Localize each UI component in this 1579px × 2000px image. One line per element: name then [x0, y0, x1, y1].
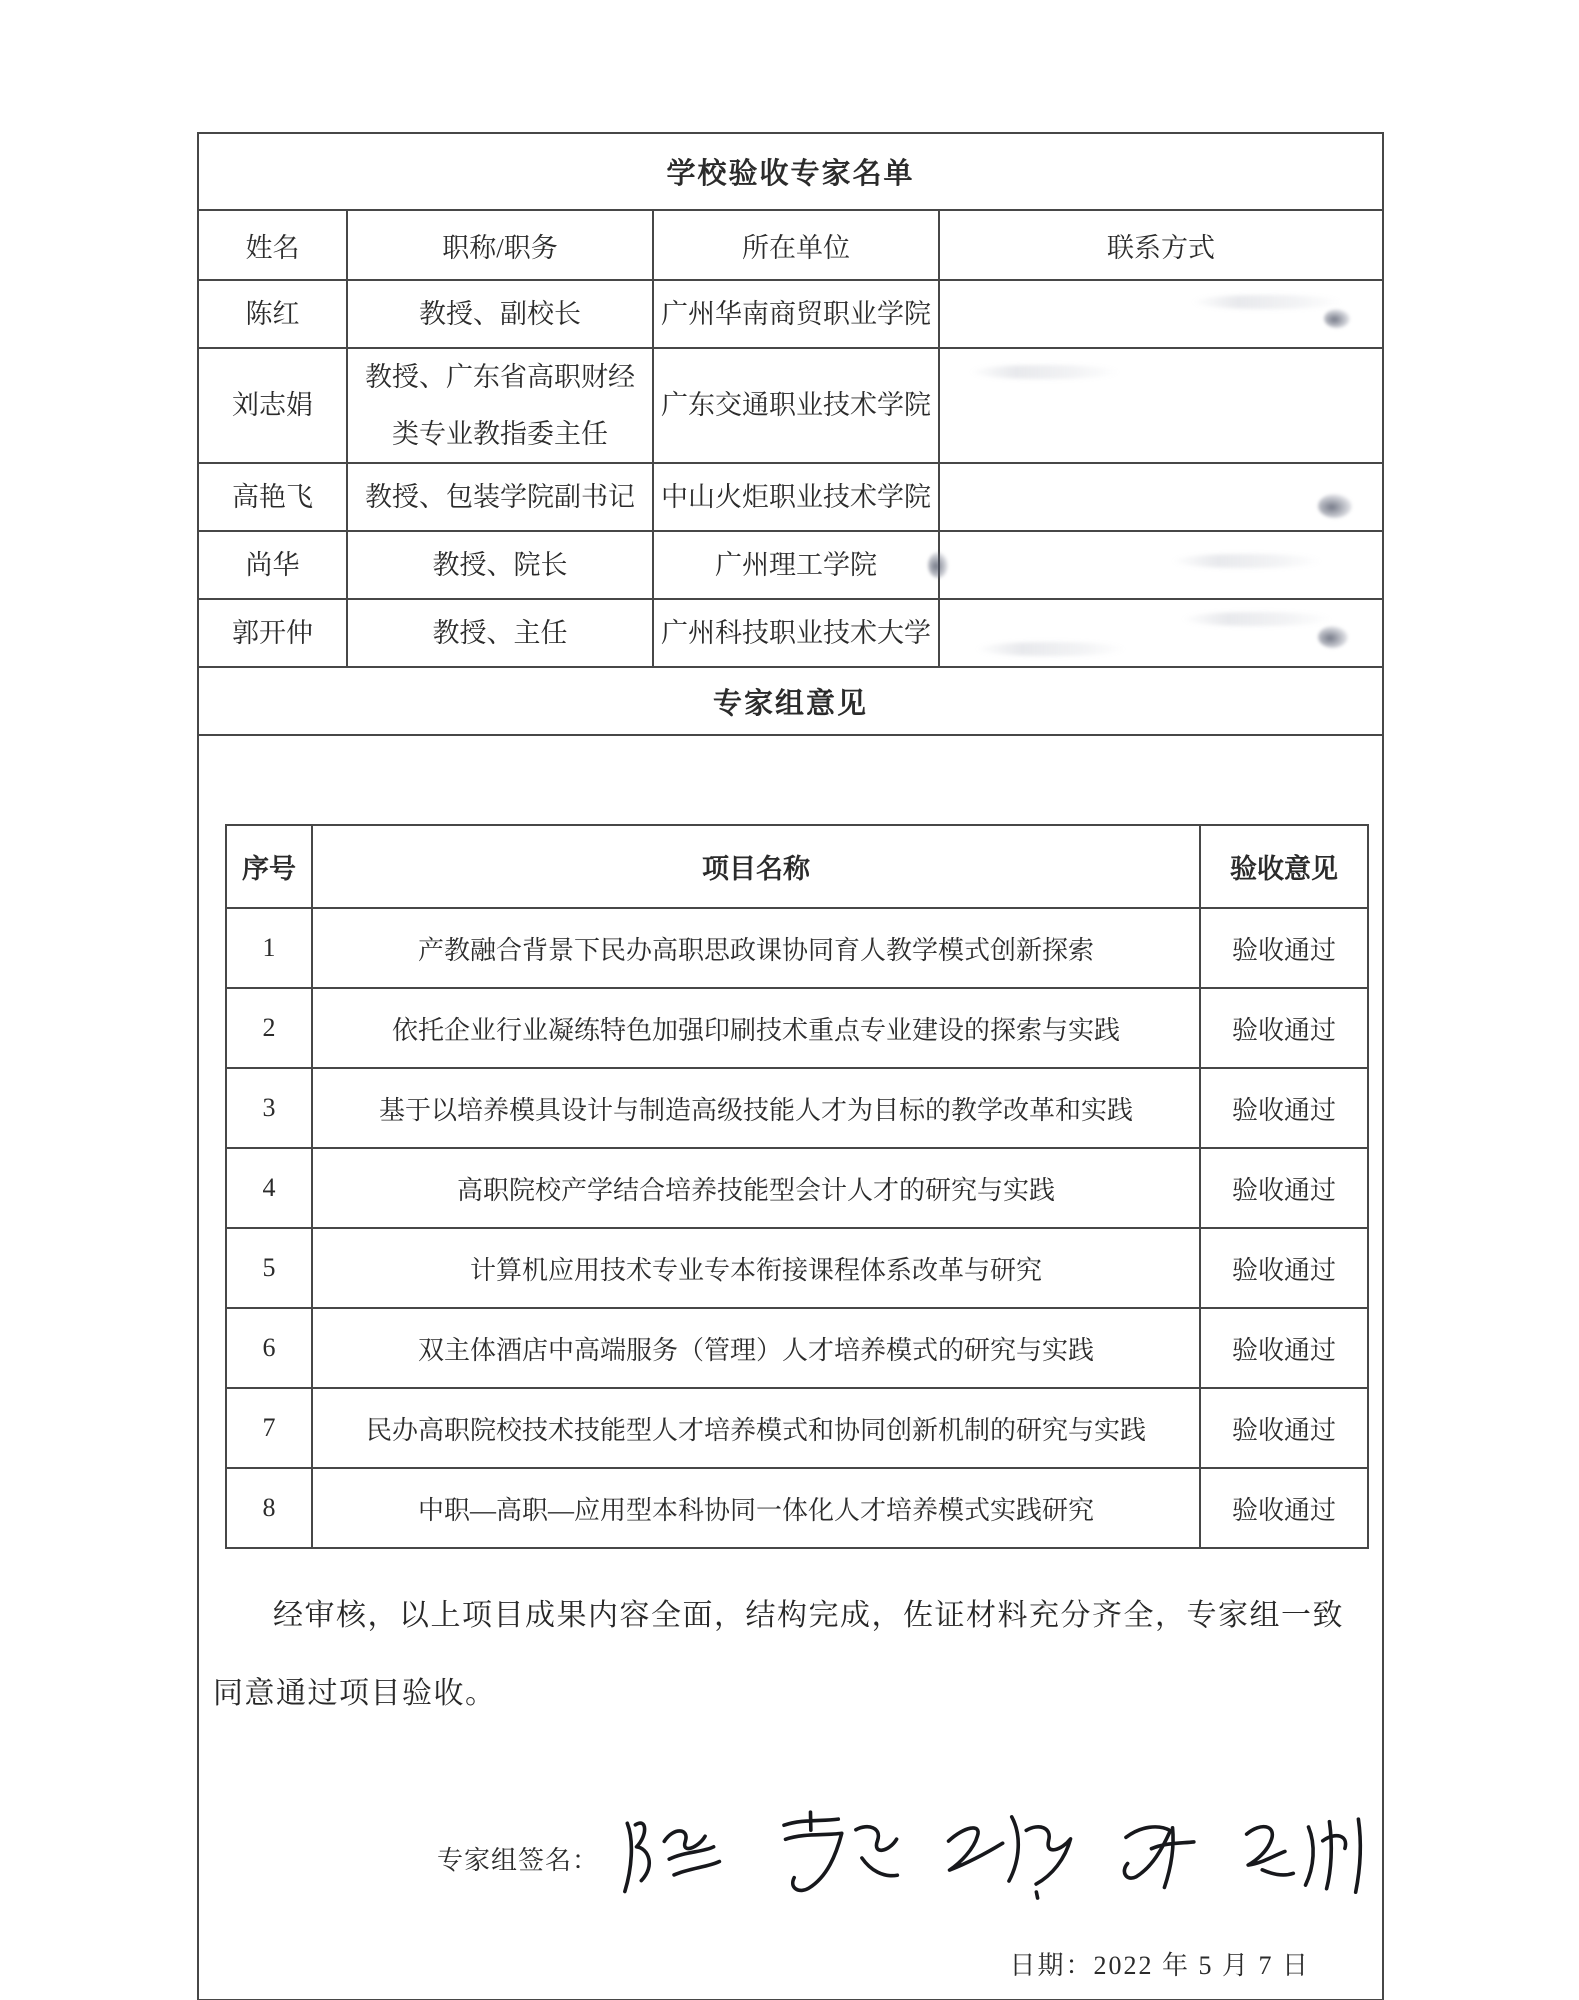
signature-row: [437, 1791, 1382, 1903]
date-text: 日期：2022 年 5 月 7 日: [1009, 1951, 1311, 1981]
project-result: 验收通过: [1200, 1388, 1368, 1468]
erased-text-mark: [1318, 494, 1352, 518]
table-row: [198, 348, 1383, 463]
table-row: [226, 908, 1368, 988]
signature-scribble-icon: [611, 1804, 734, 1906]
header-org: 所在单位: [653, 210, 939, 280]
expert-title: 教授、副校长: [347, 280, 653, 348]
expert-name: 尚华: [198, 531, 347, 599]
project-no: 6: [226, 1308, 312, 1388]
project-name: 依托企业行业凝练特色加强印刷技术重点专业建设的探索与实践: [312, 988, 1200, 1068]
header-result: 验收意见: [1200, 825, 1368, 908]
expert-title: 教授、院长: [347, 531, 653, 599]
signature-scribble-icon: [1107, 1809, 1208, 1906]
project-name: 双主体酒店中高端服务（管理）人才培养模式的研究与实践: [312, 1308, 1200, 1388]
project-result: 验收通过: [1200, 1068, 1368, 1148]
erased-text-mark: [1324, 309, 1350, 328]
project-result: 验收通过: [1200, 908, 1368, 988]
header-name: 姓名: [198, 210, 347, 280]
expert-title: 教授、包装学院副书记: [347, 463, 653, 531]
expert-contact-redacted: [939, 463, 1383, 531]
table-row: [198, 599, 1383, 667]
project-name: 高职院校产学结合培养技能型会计人才的研究与实践: [312, 1148, 1200, 1228]
header-seq: 序号: [226, 825, 312, 908]
expert-title: 教授、广东省高职财经类专业教指委主任: [347, 348, 653, 463]
expert-org: 广州科技职业技术大学: [653, 599, 939, 667]
table-row: [226, 1068, 1368, 1148]
expert-contact-redacted: [939, 531, 1383, 599]
project-name: 基于以培养模具设计与制造高级技能人才为目标的教学改革和实践: [312, 1068, 1200, 1148]
table-row: [226, 1148, 1368, 1228]
table-row: [198, 280, 1383, 348]
expert-org: 中山火炬职业技术学院: [653, 463, 939, 531]
expert-org: 广东交通职业技术学院: [653, 348, 939, 463]
experts-table: [197, 132, 1384, 2000]
project-no: 2: [226, 988, 312, 1068]
header-contact: 联系方式: [939, 210, 1383, 280]
signature-guokaizhong: [1234, 1806, 1386, 1905]
project-no: 4: [226, 1148, 312, 1228]
expert-name: 刘志娟: [198, 348, 347, 463]
header-title: 职称/职务: [347, 210, 653, 280]
project-result: 验收通过: [1200, 1148, 1368, 1228]
project-result: 验收通过: [1200, 988, 1368, 1068]
signature-label: 专家组签名：: [437, 1846, 600, 1876]
expert-org: 广州理工学院: [653, 531, 939, 599]
signature-shanghua: [1107, 1809, 1208, 1906]
expert-name: 高艳飞: [198, 463, 347, 531]
project-result: 验收通过: [1200, 1468, 1368, 1548]
expert-contact-redacted: [939, 599, 1383, 667]
project-result: 验收通过: [1200, 1308, 1368, 1388]
signature-gaoyanfei: [763, 1805, 904, 1906]
erased-text-mark: [976, 642, 1126, 656]
signature-scribble-icon: [763, 1805, 904, 1906]
erased-text-mark: [1182, 612, 1332, 626]
project-no: 8: [226, 1468, 312, 1548]
table-row: [226, 1228, 1368, 1308]
table-row: [226, 1308, 1368, 1388]
signature-scribble-icon: [1234, 1806, 1386, 1905]
project-no: 1: [226, 908, 312, 988]
erased-text-mark: [1318, 626, 1348, 648]
project-name: 中职—高职—应用型本科协同一体化人才培养模式实践研究: [312, 1468, 1200, 1548]
expert-contact-redacted: [939, 348, 1383, 463]
expert-title: 教授、主任: [347, 599, 653, 667]
project-name: 计算机应用技术专业专本衔接课程体系改革与研究: [312, 1228, 1200, 1308]
expert-org: 广州华南商贸职业学院: [653, 280, 939, 348]
table-row: [226, 1468, 1368, 1548]
project-no: 3: [226, 1068, 312, 1148]
header-project: 项目名称: [312, 825, 1200, 908]
project-no: 5: [226, 1228, 312, 1308]
projects-table: [225, 824, 1369, 1549]
section-title-expert-opinion: 专家组意见: [198, 667, 1383, 735]
project-name: 产教融合背景下民办高职思政课协同育人教学模式创新探索: [312, 908, 1200, 988]
signature-scribble-icon: [937, 1801, 1080, 1906]
erased-text-mark: [1192, 295, 1342, 309]
expert-opinion-text: 经审核，以上项目成果内容全面，结构完成，佐证材料充分齐全，专家组一致同意通过项目验收。: [213, 1599, 1344, 1711]
table-row: [226, 1388, 1368, 1468]
table-row: [198, 463, 1383, 531]
signature-chenhong: [611, 1804, 734, 1906]
table-row: [198, 531, 1383, 599]
signature-liuzhijuan: [937, 1801, 1080, 1906]
expert-name: 陈红: [198, 280, 347, 348]
erased-text-mark: [1172, 554, 1322, 568]
opinion-section: [198, 735, 1383, 2000]
table-row: [226, 988, 1368, 1068]
erased-text-mark: [970, 365, 1120, 379]
document-title: 学校验收专家名单: [198, 133, 1383, 210]
project-no: 7: [226, 1388, 312, 1468]
expert-name: 郭开仲: [198, 599, 347, 667]
project-name: 民办高职院校技术技能型人才培养模式和协同创新机制的研究与实践: [312, 1388, 1200, 1468]
project-result: 验收通过: [1200, 1228, 1368, 1308]
expert-contact-redacted: [939, 280, 1383, 348]
